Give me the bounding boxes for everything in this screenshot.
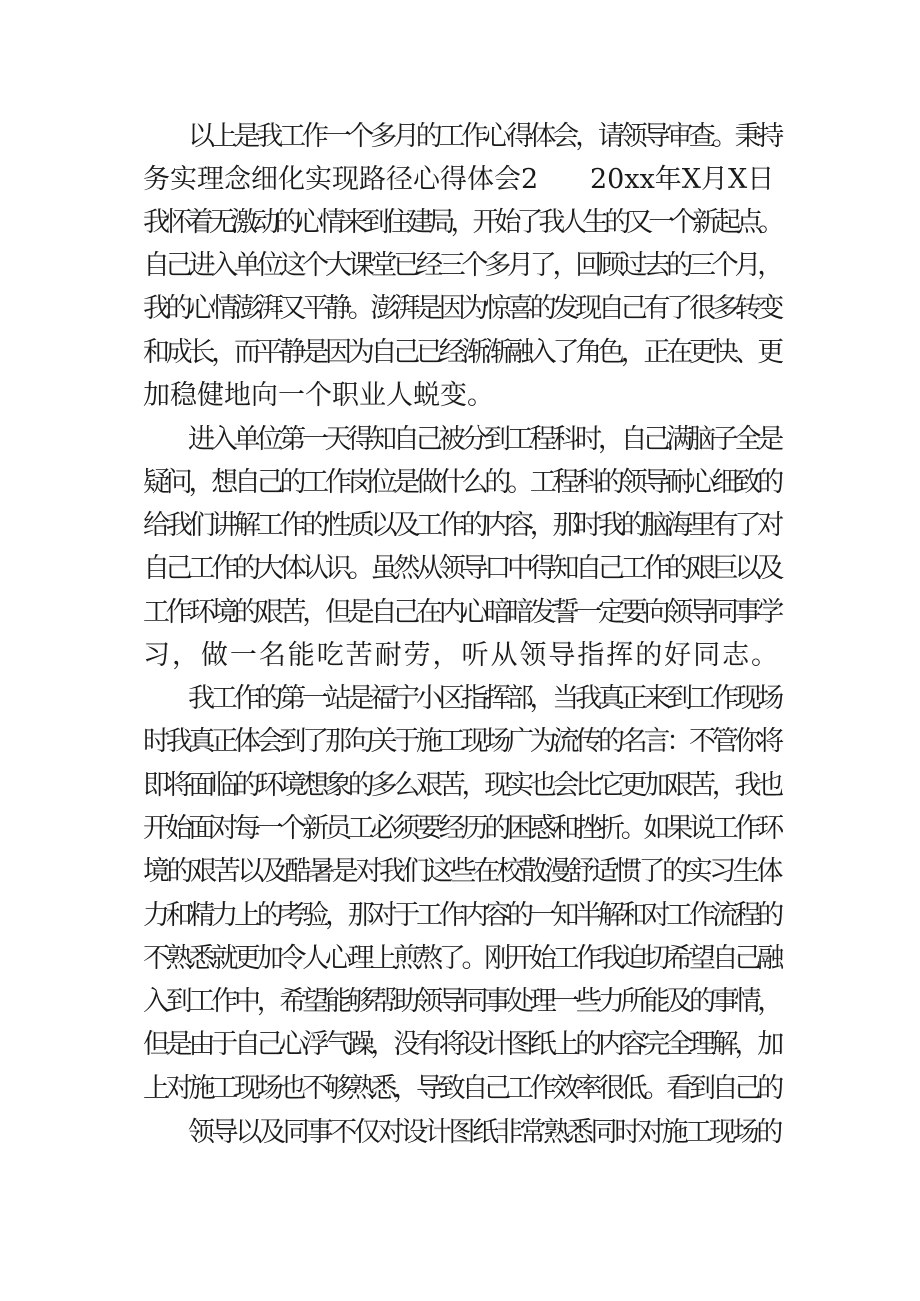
text-line: 不熟悉就更加令人心理上煎熬了。刚开始工作我迫切希望自己融	[143, 943, 780, 974]
text-line: 自己进入单位这个大课堂已经三个多月了，回顾过去的三个月，	[143, 250, 780, 281]
text-line: 境的艰苦以及酷暑是对我们这些在校散漫舒适惯了的实习生体	[143, 856, 780, 887]
text-line: 我怀着无激动的心情来到住建局，开始了我人生的又一个新起点。	[143, 207, 780, 238]
text-line: 我工作的第一站是福宁小区指挥部，当我真正来到工作现场	[188, 683, 780, 714]
text-line: 习，做一名能吃苦耐劳，听从领导指挥的好同志。	[143, 640, 780, 671]
text-line: 入到工作中，希望能够帮助领导同事处理一些力所能及的事情，	[143, 986, 780, 1017]
text-line: 开始面对每一个新员工必须要经历的困惑和挫折。如果说工作环	[143, 813, 780, 844]
text-line: 以上是我工作一个多月的工作心得体会，请领导审查。秉持	[188, 121, 780, 152]
text-line: 务实理念细化实现路径心得体会2	[143, 164, 539, 195]
text-line: 和成长，而平静是因为自己已经渐渐融入了角色，正在更快、更	[143, 337, 780, 368]
document-date: 20xx年X月X日	[590, 164, 775, 195]
text-line: 即将面临的环境想象的多么艰苦，现实也会比它更加艰苦，我也	[143, 770, 780, 801]
text-line: 我的心情澎湃又平静。澎湃是因为惊喜的发现自己有了很多转变	[143, 293, 780, 324]
text-line: 工作环境的艰苦，但是自己在内心暗暗发誓一定要向领导同事学	[143, 597, 780, 628]
text-line: 但是由于自己心浮气躁，没有将设计图纸上的内容完全理解，加	[143, 1029, 780, 1060]
text-line: 给我们讲解工作的性质以及工作的内容，那时我的脑海里有了对	[143, 510, 780, 541]
text-line: 加稳健地向一个职业人蜕变。	[143, 380, 494, 411]
text-line: 上对施工现场也不够熟悉，导致自己工作效率很低。看到自己的	[143, 1073, 780, 1104]
text-line: 时我真正体会到了那句关于施工现场广为流传的名言：不管你将	[143, 726, 780, 757]
text-line: 力和精力上的考验，那对于工作内容的一知半解和对工作流程的	[143, 900, 780, 931]
text-line: 自己工作的大体认识。虽然从领导口中得知自己工作的艰巨以及	[143, 553, 780, 584]
text-line: 疑问，想自己的工作岗位是做什么的。工程科的领导耐心细致的	[143, 467, 780, 498]
text-line: 领导以及同事不仅对设计图纸非常熟悉同时对施工现场的	[188, 1117, 780, 1148]
text-line: 进入单位第一天得知自己被分到工程科时，自己满脑子全是	[188, 424, 780, 455]
